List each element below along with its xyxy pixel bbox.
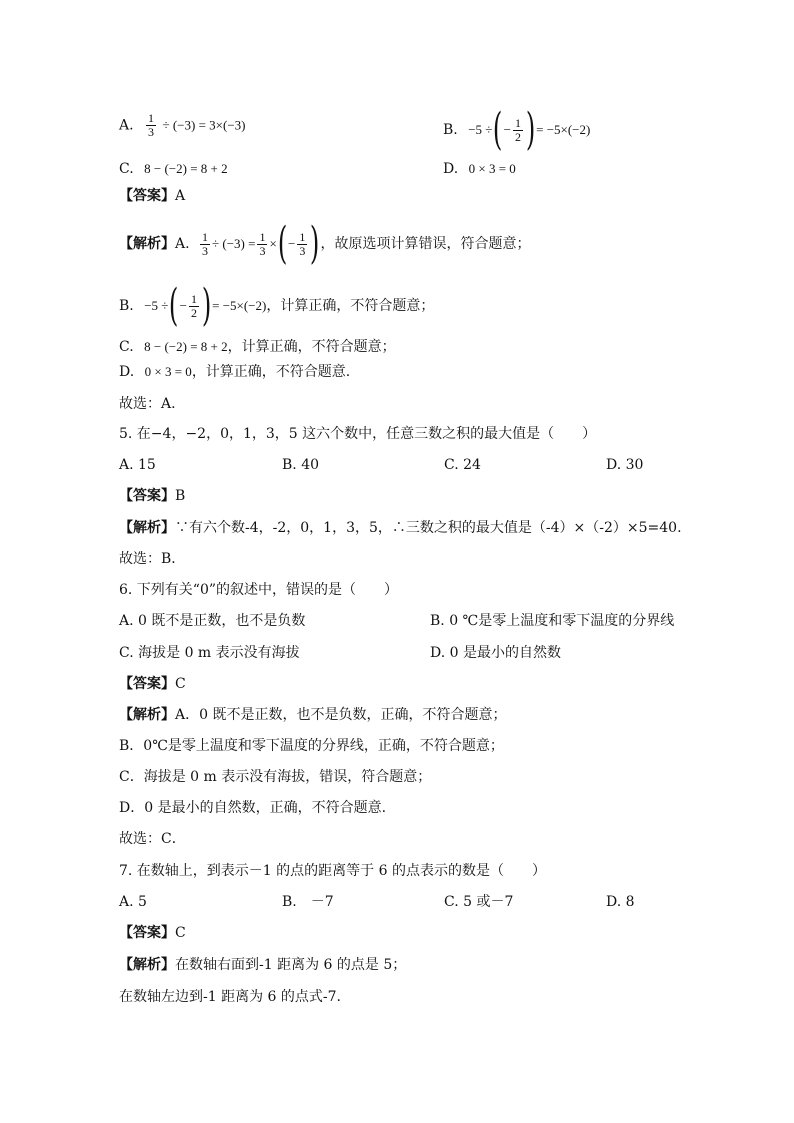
q7-option-d: D. 8 [606, 894, 635, 910]
option-label: A. [175, 236, 190, 252]
q5-analysis [119, 519, 682, 537]
q6-option-b: B. 0 ℃是零上温度和零下温度的分界线 [430, 613, 675, 629]
analysis-text: ∵有六个数-4，-2，0，1，3，5，∴三数之积的最大值是（-4）×（-2）×5=40. [175, 520, 682, 536]
denominator: 3 [299, 243, 306, 258]
option-label: B. [119, 298, 134, 314]
q6-analysis-d: D．0 是最小的自然数，正确，不符合题意. [119, 800, 387, 816]
left-paren: ( [493, 104, 503, 155]
q5-option-c: C. 24 [444, 457, 481, 473]
q6-option-d: D. 0 是最小的自然数 [430, 645, 561, 661]
expression: 8 − (−2) = 8 + 2 [144, 161, 228, 176]
right-paren: ) [201, 280, 212, 331]
analysis-tag: 【解析】 [119, 957, 175, 973]
fraction [513, 117, 523, 144]
expression: −5 ÷ [144, 298, 169, 313]
analysis-text: ，计算正确，不符合题意； [266, 298, 435, 314]
q4-analysis-b [119, 280, 435, 331]
analysis-tag: 【解析】 [119, 520, 175, 536]
numerator: 1 [514, 115, 521, 130]
q6-option-c: C. 海拔是 0 m 表示没有海拔 [119, 645, 300, 661]
left-paren: ( [277, 218, 288, 269]
q6-analysis-c: C．海拔是 0 m 表示没有海拔，错误，符合题意； [119, 769, 432, 785]
expression: 0 × 3 = 0 [468, 161, 516, 176]
answer-value: B [175, 488, 186, 504]
q4-option-b [443, 104, 591, 155]
answer-tag: 【答案】 [119, 488, 175, 504]
q4-conclusion: 故选：A. [119, 396, 176, 412]
q4-option-c [119, 160, 228, 178]
times-sign: × [269, 236, 277, 251]
fraction [257, 231, 267, 258]
answer-tag: 【答案】 [119, 925, 175, 941]
q6-answer [119, 675, 186, 693]
q5-answer [119, 487, 185, 505]
option-label: B. [443, 122, 458, 138]
q5-option-b: B. 40 [282, 457, 320, 473]
analysis-text: 在数轴右面到-1 距离为 6 的点是 5； [175, 957, 407, 973]
q7-analysis-1 [119, 956, 406, 974]
q6-option-a: A. 0 既不是正数，也不是负数 [119, 613, 306, 629]
q4-answer [119, 187, 185, 205]
option-label: D. [443, 161, 459, 177]
q7-option-a: A. 5 [119, 894, 147, 910]
expression: 0 × 3 = 0 [144, 364, 192, 379]
fraction [297, 231, 307, 258]
expression: ÷ (−3) = [212, 236, 256, 251]
denominator: 2 [190, 305, 197, 320]
q7-answer [119, 924, 186, 942]
fraction [189, 293, 199, 320]
q6-conclusion: 故选：C． [119, 831, 186, 847]
q5-conclusion: 故选：B． [119, 551, 186, 567]
answer-value: A [175, 188, 186, 204]
denominator: 3 [259, 243, 266, 258]
fraction [200, 231, 210, 258]
q4-option-d [443, 160, 516, 178]
analysis-tag: 【解析】 [119, 707, 175, 723]
expression: 8 − (−2) = 8 + 2 [144, 339, 228, 354]
q6-question: 6. 下列有关“0”的叙述中，错误的是（ ） [119, 582, 399, 598]
minus-sign: − [503, 122, 511, 137]
q4-analysis-a [119, 218, 531, 269]
denominator: 3 [148, 125, 155, 139]
q4-analysis-c [119, 338, 396, 356]
option-label: C. [119, 161, 134, 177]
q7-option-b: B. －7 [282, 894, 334, 910]
option-label: D. [119, 364, 135, 380]
left-paren: ( [169, 280, 179, 331]
right-paren: ) [310, 218, 320, 269]
q6-analysis-b: B．0℃是零上温度和零下温度的分界线，正确，不符合题意； [119, 738, 504, 754]
expression: = −5×(−2) [212, 298, 267, 313]
q4-option-a [119, 112, 246, 139]
minus-sign: − [288, 236, 296, 251]
q7-question: 7. 在数轴上，到表示－1 的点的距离等于 6 的点表示的数是（ ） [119, 863, 546, 879]
analysis-tag: 【解析】 [119, 236, 175, 252]
analysis-text: A．0 既不是正数，也不是负数，正确，不符合题意； [175, 707, 507, 723]
expression: ÷ (−3) = 3×(−3) [162, 117, 246, 133]
numerator: 1 [299, 229, 306, 244]
right-paren: ) [525, 104, 536, 155]
numerator: 1 [202, 229, 209, 244]
option-label: C. [119, 339, 134, 355]
answer-tag: 【答案】 [119, 676, 175, 692]
q6-analysis-a [119, 706, 506, 724]
q4-analysis-d [119, 363, 350, 381]
q5-option-d: D. 30 [606, 457, 644, 473]
denominator: 2 [514, 129, 521, 144]
denominator: 3 [202, 243, 209, 258]
answer-value: C [175, 925, 186, 941]
fraction [146, 112, 156, 139]
q7-analysis-2: 在数轴左边到-1 距离为 6 的点式-7. [119, 989, 341, 1005]
q5-option-a: A. 15 [119, 457, 156, 473]
q5-question: 5. 在−4，−2，0，1，3，5 这六个数中，任意三数之积的最大值是（ ） [119, 426, 597, 442]
expression: = −5×(−2) [536, 122, 591, 137]
analysis-text: ，计算正确，不符合题意. [191, 364, 351, 380]
numerator: 1 [190, 291, 197, 306]
analysis-text: ，计算正确，不符合题意； [227, 339, 396, 355]
numerator: 1 [259, 229, 266, 244]
numerator: 1 [148, 111, 155, 125]
minus-sign: − [179, 298, 187, 313]
q7-option-c: C. 5 或－7 [444, 894, 514, 910]
expression: −5 ÷ [468, 122, 493, 137]
answer-value: C [175, 676, 186, 692]
option-label: A. [119, 117, 134, 134]
analysis-text: ，故原选项计算错误，符合题意； [320, 236, 531, 252]
answer-tag: 【答案】 [119, 188, 175, 204]
